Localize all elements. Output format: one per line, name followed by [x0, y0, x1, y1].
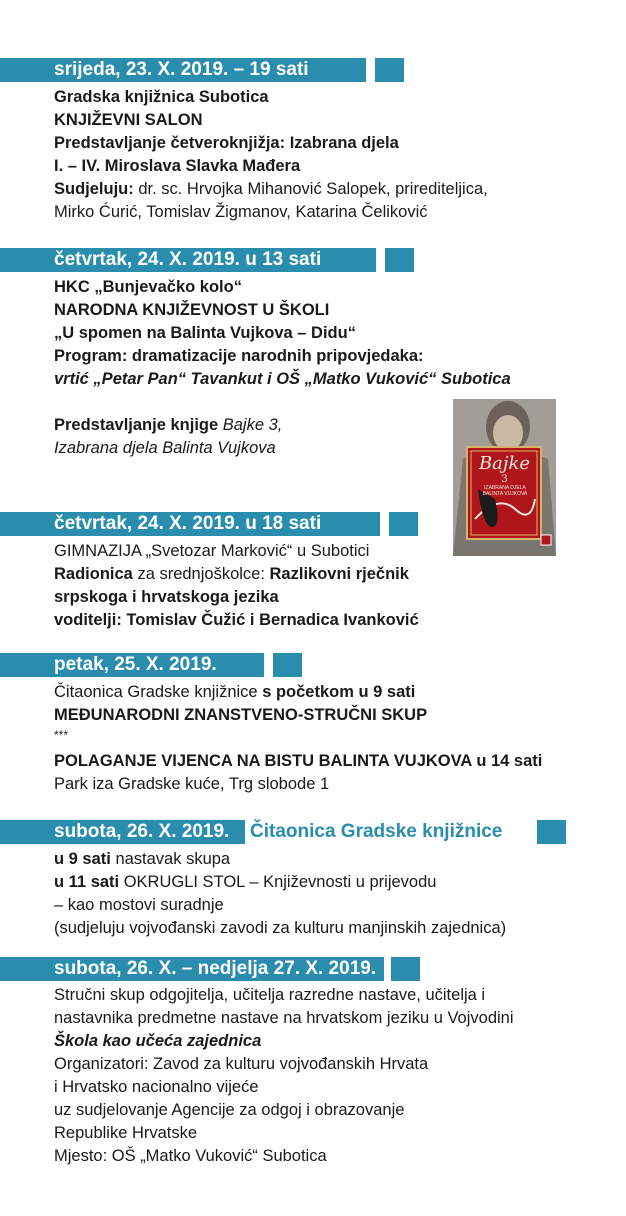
event-1-line1: Predstavljanje četveroknjižja: Izabrana djela [54, 134, 399, 152]
event-5-line2 [54, 871, 506, 894]
event-3-leaders: voditelji: Tomislav Čužić i Bernadica Ivanković [54, 611, 419, 629]
event-1-participants-2: Mirko Ćurić, Tomislav Žigmanov, Katarina Čeliković [54, 203, 428, 221]
event-5-line3: – kao mostovi suradnje [54, 896, 224, 914]
event-2-subtitle: „U spomen na Balinta Vujkova – Didu“ [54, 324, 356, 342]
event-5-date: subota, 26. X. 2019. [0, 820, 245, 844]
event-2-title: NARODNA KNJIŽEVNOST U ŠKOLI [54, 301, 330, 319]
event-6-org1: Organizatori: Zavod za kulturu vojvođanskih Hrvata [54, 1055, 429, 1073]
event-3-square [389, 512, 418, 536]
book-cover-number: 3 [501, 474, 508, 485]
event-5-line4: (sudjeluju vojvođanski zavodi za kulturu manjinskih zajednica) [54, 919, 507, 937]
event-2-book [54, 414, 511, 437]
event-2-square [385, 248, 414, 272]
event-4-wreath: POLAGANJE VIJENCA NA BISTU BALINTA VUJKOVA u 14 sati [54, 752, 543, 770]
event-5-venue: Čitaonica Gradske knjižnice [250, 821, 503, 842]
event-3-body [54, 540, 419, 632]
event-5-time1: u 9 sati [54, 850, 111, 868]
book-cover-subtitle: IZABRANA DJELA BALINTA VUJKOVA [482, 485, 528, 497]
event-2-date: četvrtak, 24. X. 2019. u 13 sati [0, 248, 376, 272]
event-1-body [54, 86, 488, 224]
event-5-line1 [54, 848, 506, 871]
event-4-title: MEĐUNARODNI ZNANSTVENO-STRUČNI SKUP [54, 706, 428, 724]
event-2-program-2: vrtić „Petar Pan“ Tavankut i OŠ „Matko Vuković“ Subotica [54, 370, 511, 388]
event-6-org2: i Hrvatsko nacionalno vijeće [54, 1078, 259, 1096]
event-1-part-text: dr. sc. Hrvojka Mihanović Salopek, prirediteljica, [133, 180, 488, 198]
event-4-square [273, 653, 302, 677]
event-1-date: srijeda, 23. X. 2019. – 19 sati [0, 58, 366, 82]
event-4-venue-name: Čitaonica Gradske knjižnice [54, 683, 263, 701]
event-2-org: HKC „Bunjevačko kolo“ [54, 278, 242, 296]
event-6-date: subota, 26. X. – nedjelja 27. X. 2019. [0, 957, 384, 981]
event-6-body [54, 984, 514, 1168]
book-cover [453, 399, 556, 556]
event-5-body [54, 848, 506, 940]
event-2-book-label: Predstavljanje knjige [54, 416, 219, 434]
event-4-date: petak, 25. X. 2019. [0, 653, 264, 677]
event-5-text1: nastavak skupa [110, 850, 231, 868]
event-6-place: Mjesto: OŠ „Matko Vuković“ Subotica [54, 1147, 327, 1165]
event-1-place: Gradska knjižnica Subotica [54, 88, 269, 106]
event-4-wreath-place: Park iza Gradske kuće, Trg slobode 1 [54, 775, 330, 793]
event-3-workshop [54, 563, 419, 586]
event-6-title: Škola kao učeća zajednica [54, 1032, 262, 1050]
event-1-participants [54, 178, 488, 201]
event-1-line2: I. – IV. Miroslava Slavka Mađera [54, 157, 301, 175]
event-6-org4: Republike Hrvatske [54, 1124, 198, 1142]
event-6-line2: nastavnika predmetne nastave na hrvatskom jeziku u Vojvodini [54, 1009, 514, 1027]
event-2-book-title: Bajke 3, [218, 416, 283, 434]
event-3-workshop-mid: za srednjoškolce: [132, 565, 270, 583]
event-3-workshop-title: Razlikovni rječnik [269, 565, 409, 583]
event-4-venue [54, 681, 542, 704]
event-4-separator: *** [54, 728, 69, 742]
event-4-venue-time: s početkom u 9 sati [262, 683, 416, 701]
event-1-part-label: Sudjeluju: [54, 180, 134, 198]
event-1-title: KNJIŽEVNI SALON [54, 111, 203, 129]
event-1-square [375, 58, 404, 82]
event-3-workshop-label: Radionica [54, 565, 133, 583]
event-2-body [54, 276, 511, 460]
event-3-date: četvrtak, 24. X. 2019. u 18 sati [0, 512, 380, 536]
event-6-square [391, 957, 420, 981]
event-6-line1: Stručni skup odgojitelja, učitelja razredne nastave, učitelja i [54, 986, 486, 1004]
event-3-place: GIMNAZIJA „Svetozar Marković“ u Subotici [54, 542, 370, 560]
event-2-book-2: Izabrana djela Balinta Vujkova [54, 439, 276, 457]
event-4-body [54, 681, 542, 796]
event-6-org3: uz sudjelovanje Agencije za odgoj i obrazovanje [54, 1101, 405, 1119]
event-5-square [537, 820, 566, 844]
event-5-time2: u 11 sati [54, 873, 120, 891]
book-cover-title: Bajke [478, 453, 531, 474]
event-5-text2: OKRUGLI STOL – Književnosti u prijevodu [119, 873, 437, 891]
event-2-program: Program: dramatizacije narodnih pripovjedaka: [54, 347, 424, 365]
event-3-workshop-2: srpskoga i hrvatskoga jezika [54, 588, 279, 606]
